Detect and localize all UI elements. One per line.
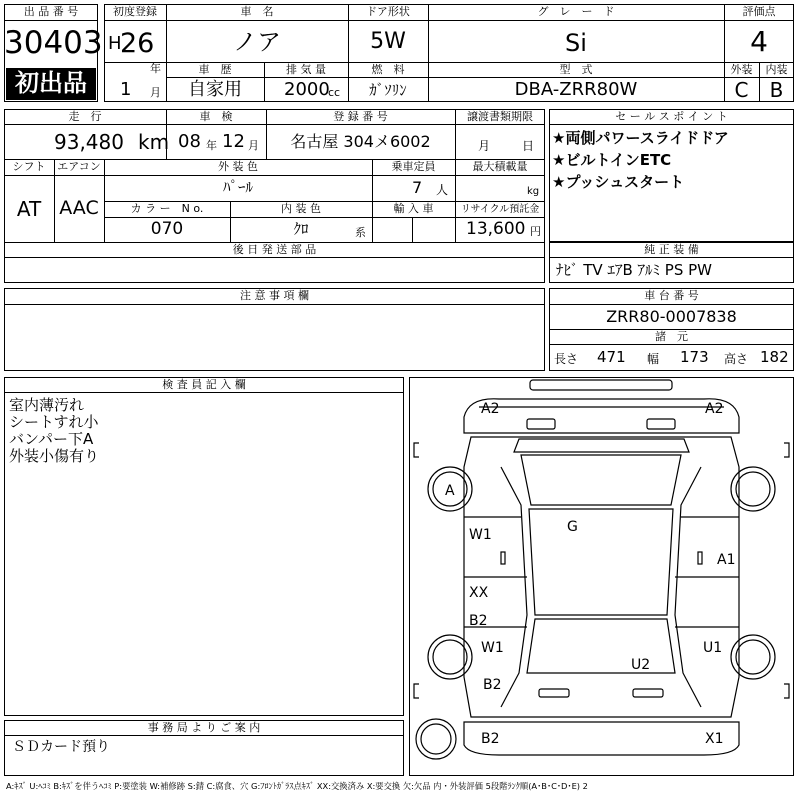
interior-color-label: 内 装 色 [281, 202, 321, 215]
equip-value: ﾅﾋﾞ TV ｴｱB ｱﾙﾐ PS PW [556, 261, 712, 279]
model-value: DBA-ZRR80W [514, 79, 638, 100]
color-no-label: カ ラ ー N o. [130, 202, 204, 215]
model-label: 型 式 [559, 63, 593, 76]
mark-a-left: A [445, 483, 455, 499]
mark-a2-left: A2 [481, 401, 500, 417]
grade-label: グ レ ー ド [537, 5, 615, 18]
displacement-unit: cc [328, 86, 341, 99]
grade-value: Si [565, 29, 587, 57]
inspection-year-unit: 年 [206, 139, 217, 152]
interior-color-value: ｸﾛ [293, 220, 309, 238]
lot-label: 出 品 番 号 [23, 5, 79, 18]
sales-point-2: ★ビルトインETC [552, 151, 672, 169]
color-no-value: 070 [150, 219, 184, 239]
height-value: 182 [760, 348, 789, 366]
length-value: 471 [597, 348, 626, 366]
legend-text: A:ｷｽﾞ U:ﾍｺﾐ B:ｷｽﾞを伴うﾍｺﾐ P:要塗装 W:補修跡 S:錆 C:腐食、穴 G:ﾌﾛﾝﾄｶﾞﾗｽ点ｷｽﾞ XX:交換済み X:要交換 欠:欠品 内・外装評価 5段階ﾗﾝｸ順(A･B･C･D･E) 2 [6, 781, 588, 791]
mark-a1: A1 [717, 552, 736, 568]
month-unit: 月 [150, 86, 161, 99]
inspector-label: 検 査 員 記 入 欄 [162, 378, 246, 391]
sales-point-3: ★プッシュスタート [552, 173, 685, 191]
import-label: 輸 入 車 [393, 202, 434, 215]
ac-label: エアコン [57, 160, 101, 173]
chassis-label: 車 台 番 号 [644, 289, 699, 302]
inspector-line-1: 室内薄汚れ [9, 396, 85, 414]
history-label: 車 歴 [198, 63, 232, 76]
reg-number-value: 名古屋 304メ6002 [290, 132, 431, 151]
capacity-label: 乗車定員 [391, 160, 436, 173]
color-label: 外 装 色 [218, 160, 258, 173]
history-value: 自家用 [188, 79, 242, 100]
mark-b2-upper: B2 [469, 613, 488, 629]
car-name: ノア [233, 28, 281, 56]
interior-color-unit: 系 [355, 226, 366, 239]
score-label: 評価点 [742, 5, 776, 18]
fuel-label: 燃 料 [371, 63, 405, 76]
mileage-label: 走 行 [68, 110, 102, 123]
exterior-value: C [734, 78, 749, 102]
mark-u2: U2 [631, 657, 651, 673]
office-text: ＳＤカード預り [12, 739, 110, 755]
era-letter: H [108, 33, 122, 54]
height-label: 高さ [724, 352, 749, 366]
capacity-value: 7 [412, 178, 423, 197]
reg-number-label: 登 録 番 号 [333, 110, 388, 123]
mark-g: G [567, 519, 578, 535]
lot-number: 30403 [4, 25, 103, 61]
inspection-month: 12 [222, 131, 245, 152]
mark-b2-bottom: B2 [481, 731, 500, 747]
reg-year: 26 [120, 28, 155, 59]
inspection-year: 08 [178, 131, 201, 152]
displacement-value: 2000 [284, 79, 330, 100]
transfer-day-unit: 日 [522, 139, 535, 153]
shift-value: AT [16, 197, 42, 221]
inspector-line-4: 外装小傷有り [9, 447, 100, 465]
first-reg-label: 初度登録 [113, 5, 157, 18]
width-value: 173 [680, 348, 709, 366]
notes-label: 注 意 事 項 欄 [240, 289, 309, 302]
width-label: 幅 [647, 352, 660, 366]
mileage-unit: km [138, 130, 170, 154]
shift-label: シフト [12, 160, 46, 173]
inspection-month-unit: 月 [248, 139, 259, 152]
later-parts-label: 後 日 発 送 部 品 [232, 243, 317, 256]
displacement-label: 排 気 量 [286, 63, 326, 76]
sales-label: セ ー ル ス ポ イ ン ト [615, 110, 728, 123]
length-label: 長さ [554, 352, 579, 366]
first-listing-text: 初出品 [15, 69, 87, 97]
exterior-label: 外装 [730, 63, 753, 76]
score-value: 4 [750, 25, 768, 58]
recycle-value: 13,600 [466, 219, 526, 239]
interior-label: 内装 [765, 63, 788, 76]
mark-a2-right: A2 [705, 401, 724, 417]
load-unit: kg [527, 186, 540, 197]
dims-label: 諸 元 [655, 330, 688, 343]
equip-label: 純 正 装 備 [644, 243, 699, 256]
mark-x1: X1 [705, 731, 724, 747]
inspector-line-3: バンパー下A [9, 430, 94, 448]
mileage-value: 93,480 [54, 130, 124, 154]
color-value: ﾊﾟｰﾙ [222, 178, 253, 196]
fuel-value: ｶﾞｿﾘﾝ [369, 81, 407, 99]
door-label: ドア形状 [366, 5, 410, 18]
recycle-label: リサイクル預託金 [460, 204, 540, 215]
interior-value: B [769, 78, 784, 102]
reg-month: 1 [120, 79, 132, 100]
office-label: 事 務 局 よ り ご 案 内 [147, 721, 261, 734]
load-label: 最大積載量 [472, 160, 528, 173]
capacity-unit: 人 [436, 183, 449, 197]
inspection-label: 車 検 [199, 110, 233, 123]
damage-diagram [409, 377, 794, 776]
transfer-label: 譲渡書類期限 [467, 110, 533, 123]
inspector-line-2: シートすれ小 [9, 413, 99, 431]
mark-w1-upper: W1 [469, 527, 492, 543]
transfer-month-unit: 月 [478, 139, 491, 153]
mark-b2-mid: B2 [483, 677, 502, 693]
recycle-unit: 円 [530, 225, 541, 238]
mark-w1-lower: W1 [481, 640, 504, 656]
name-label: 車 名 [240, 5, 274, 18]
ac-value: AAC [59, 197, 99, 219]
door-value: 5W [370, 29, 406, 54]
year-unit: 年 [150, 62, 161, 75]
chassis-value: ZRR80-0007838 [606, 307, 737, 326]
mark-u1: U1 [703, 640, 723, 656]
sales-point-1: ★両側パワースライドドア [552, 129, 729, 147]
mark-xx: XX [469, 585, 489, 601]
